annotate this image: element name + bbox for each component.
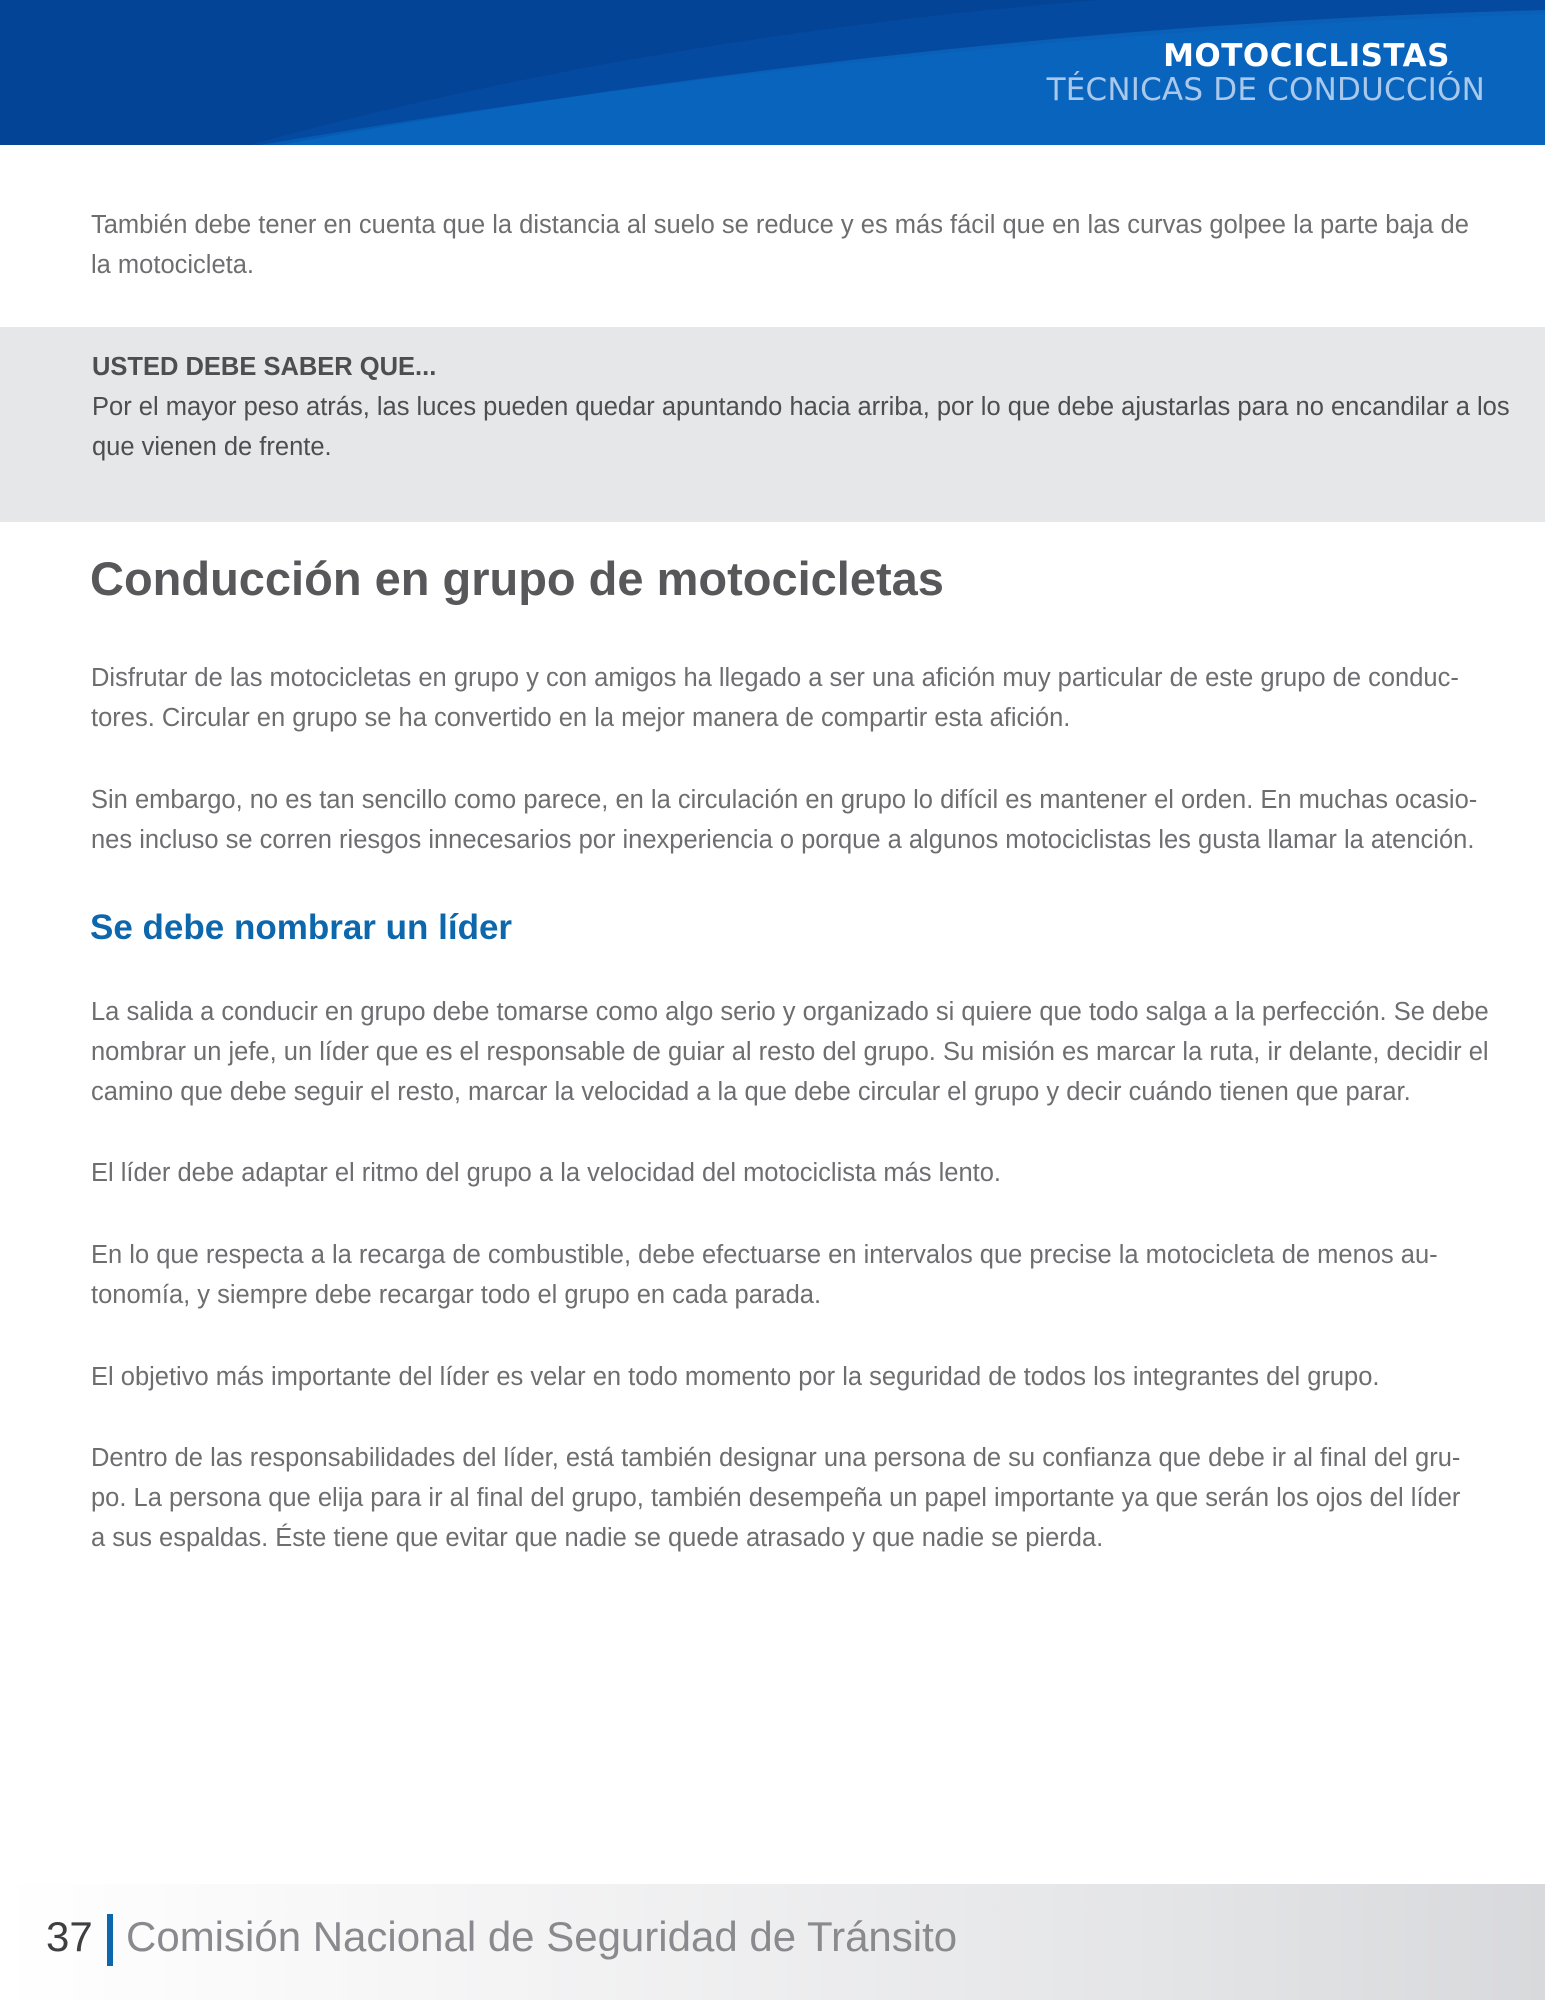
text-line: En lo que respecta a la recarga de combustible, debe efectuarse en intervalos que precise la motocicleta de menos au- xyxy=(91,1241,1438,1269)
text-line: po. La persona que elija para ir al final del grupo, también desempeña un papel importante ya que serán los ojos del líder xyxy=(91,1484,1461,1512)
subsection-paragraph xyxy=(91,992,1491,1112)
section-heading: Conducción en grupo de motocicletas xyxy=(90,552,944,605)
text-line: la motocicleta. xyxy=(91,251,254,279)
page-number: 37 xyxy=(46,1913,93,1960)
text-line: Sin embargo, no es tan sencillo como parece, en la circulación en grupo lo difícil es mantener el orden. En muchas ocasio- xyxy=(91,786,1478,814)
text-line: tonomía, y siempre debe recargar todo el grupo en cada parada. xyxy=(91,1281,822,1309)
text-line: nes incluso se corren riesgos innecesarios por inexperiencia o porque a algunos motociclistas les gusta llamar la atención. xyxy=(91,826,1475,854)
subsection-heading: Se debe nombrar un líder xyxy=(90,908,513,947)
note-text xyxy=(92,387,1512,467)
text-line: La salida a conducir en grupo debe tomarse como algo serio y organizado si quiere que todo salga a la perfección. Se debe xyxy=(91,998,1489,1026)
section-paragraph xyxy=(91,780,1491,860)
intro-paragraph xyxy=(91,205,1491,285)
text-line: nombrar un jefe, un líder que es el responsable de guiar al resto del grupo. Su misión es marcar la ruta, ir delante, decidir el xyxy=(91,1038,1489,1066)
text-line: El líder debe adaptar el ritmo del grupo a la velocidad del motociclista más lento. xyxy=(91,1159,1001,1187)
subsection-paragraph xyxy=(91,1438,1491,1558)
section-paragraph xyxy=(91,658,1491,738)
text-line: tores. Circular en grupo se ha convertido en la mejor manera de compartir esta afición. xyxy=(91,704,1071,732)
text-line: El objetivo más importante del líder es velar en todo momento por la seguridad de todos los integrantes del grupo. xyxy=(91,1363,1380,1391)
subsection-paragraph xyxy=(91,1235,1491,1315)
text-line: que vienen de frente. xyxy=(92,433,332,461)
subsection-paragraph xyxy=(91,1357,1491,1397)
footer-divider-bar xyxy=(107,1914,113,1966)
subsection-paragraph xyxy=(91,1153,1491,1193)
header-subtitle: TÉCNICAS DE CONDUCCIÓN xyxy=(1046,72,1485,108)
text-line: Disfrutar de las motocicletas en grupo y con amigos ha llegado a ser una afición muy particular de este grupo de conduc- xyxy=(91,664,1459,692)
header-title: MOTOCICLISTAS xyxy=(1163,38,1450,74)
text-line: Dentro de las responsabilidades del líder, está también designar una persona de su confianza que debe ir al final del gru- xyxy=(91,1444,1461,1472)
text-line: También debe tener en cuenta que la distancia al suelo se reduce y es más fácil que en las curvas golpee la parte baja de xyxy=(91,211,1469,239)
text-line: camino que debe seguir el resto, marcar la velocidad a la que debe circular el grupo y decir cuándo tienen que parar. xyxy=(91,1078,1411,1106)
text-line: Por el mayor peso atrás, las luces pueden quedar apuntando hacia arriba, por lo que debe ajustarlas para no encandilar a los xyxy=(92,393,1510,421)
text-line: a sus espaldas. Éste tiene que evitar que nadie se quede atrasado y que nadie se pierda. xyxy=(91,1524,1104,1552)
footer-organization: Comisión Nacional de Seguridad de Tránsito xyxy=(126,1913,958,1960)
note-title: USTED DEBE SABER QUE... xyxy=(92,353,437,381)
page-header xyxy=(0,0,1545,145)
